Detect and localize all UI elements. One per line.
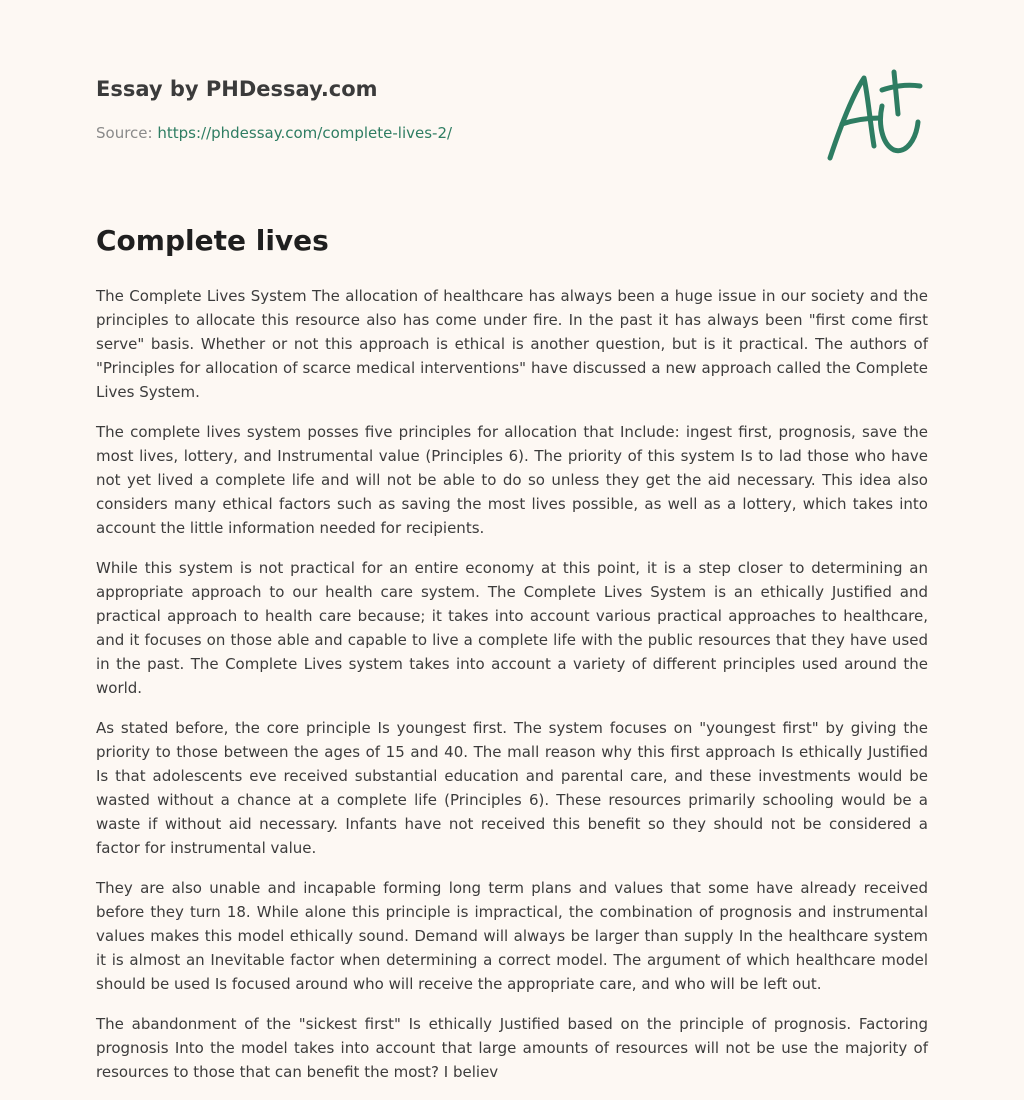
page-title: Complete lives: [96, 224, 329, 257]
essay-paragraph: The abandonment of the "sickest first" Is ethically Justified based on the principle of prognosis. Factoring prognosis Into the model takes into account that large amounts of resources will not be use the majority of resources to those that can benefit the most? I believ: [96, 1015, 928, 1081]
site-brand: Essay by PHDessay.com: [96, 77, 378, 101]
essay-body: [96, 284, 928, 1100]
source-link[interactable]: https://phdessay.com/complete-lives-2/: [157, 124, 453, 142]
source-line: [96, 124, 452, 142]
essay-paragraph: While this system is not practical for an entire economy at this point, it is a step closer to determining an appropriate approach to our health care system. The Complete Lives System is an ethically Justified and practical approach to health care because; it takes into account various practical approaches to healthcare, and it focuses on those able and capable to live a complete life with the public resources that they have used in the past. The Complete Lives system takes into account a variety of different principles used around the world.: [96, 559, 928, 697]
essay-paragraph: As stated before, the core principle Is youngest first. The system focuses on "youngest first" by giving the priority to those between the ages of 15 and 40. The mall reason why this first approach Is ethically Justified Is that adolescents eve received substantial education and parental care, and these investments would be wasted without a chance at a complete life (Principles 6). These resources primarily schooling would be a waste if without aid necessary. Infants have not received this benefit so they should not be considered a factor for instrumental value.: [96, 719, 928, 857]
source-label: Source:: [96, 124, 153, 142]
a-plus-grade-icon: [824, 66, 928, 166]
essay-paragraph: The complete lives system posses five principles for allocation that Include: ingest first, prognosis, save the most lives, lottery, and Instrumental value (Principles 6). The priority of this system Is to lad those who have not yet lived a complete life and will not be able to do so unless they get the aid necessary. This idea also considers many ethical factors such as saving the most lives possible, as well as a lottery, which takes into account the little information needed for recipients.: [96, 423, 928, 537]
essay-paragraph: The Complete Lives System The allocation of healthcare has always been a huge issue in our society and the principles to allocate this resource also has come under fire. In the past it has always been "first come first serve" basis. Whether or not this approach is ethical is another question, but is it practical. The authors of "Principles for allocation of scarce medical interventions" have discussed a new approach called the Complete Lives System.: [96, 287, 928, 401]
essay-paragraph: They are also unable and incapable forming long term plans and values that some have already received before they turn 18. While alone this principle is impractical, the combination of prognosis and instrumental values makes this model ethically sound. Demand will always be larger than supply In the healthcare system it is almost an Inevitable factor when determining a correct model. The argument of which healthcare model should be used Is focused around who will receive the appropriate care, and who will be left out.: [96, 879, 928, 993]
